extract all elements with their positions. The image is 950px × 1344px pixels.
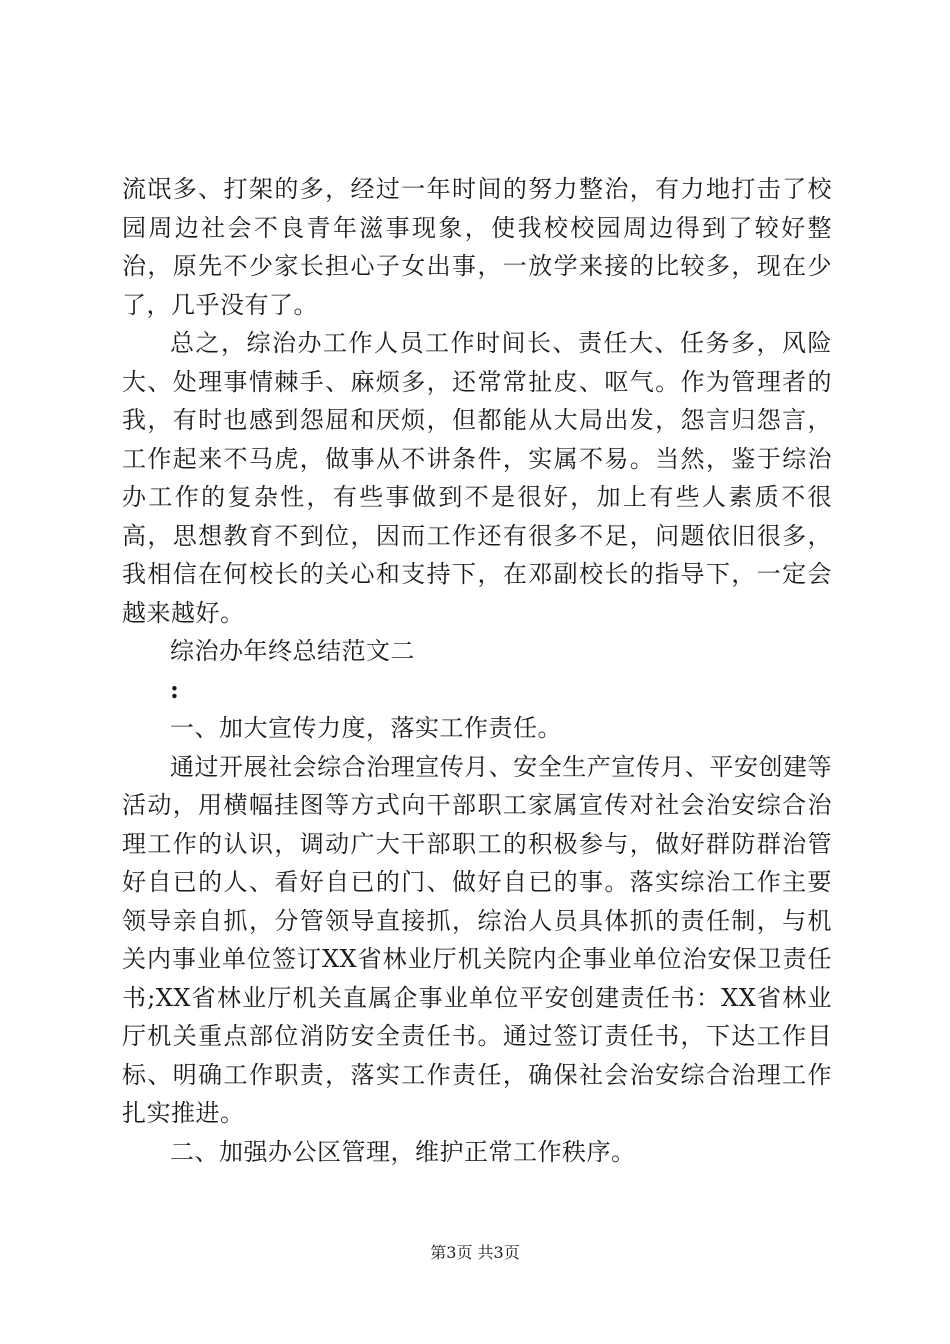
colon-line: : — [170, 674, 180, 704]
paragraph-1: 流氓多、打架的多，经过一年时间的努力整治，有力地打击了校园周边社会不良青年滋事现象，使我校校园周边得到了较好整治，原先不少家长担心子女出事，一放学来接的比较多，现在少了，几乎没有了。 — [122, 175, 832, 319]
paragraph-3: 通过开展社会综合治理宣传月、安全生产宣传月、平安创建等活动，用横幅挂图等方式向干部职工家属宣传对社会治安综合治理工作的认识，调动广大干部职工的积极参与，做好群防群治管好自已的人、看好自已的门、做好自已的事。落实综治工作主要领导亲自抓，分管领导直接抓，综治人员具体抓的责任制，与机关内事业单位签订XX省林业厅机关院内企事业单位治安保卫责任书;XX省林业厅机关直属企事业单位平安创建责任书：XX省林业厅机关重点部位消防安全责任书。通过签订责任书，下达工作目标、明确工作职责，落实工作责任，确保社会治安综合治理工作扎实推进。 — [122, 752, 832, 1127]
page-footer: 第3页 共3页 — [430, 1243, 520, 1262]
heading-two: 二、加强办公区管理，维护正常工作秩序。 — [170, 1137, 636, 1166]
paragraph-2: 总之，综治办工作人员工作时间长、责任大、任务多，风险大、处理事情棘手、麻烦多，还常常扯皮、呕气。作为管理者的我，有时也感到怨屈和厌烦，但都能从大局出发，怨言归怨言，工作起来不马虎，做事从不讲条件，实属不易。当然，鉴于综治办工作的复杂性，有些事做到不是很好，加上有些人素质不很高，思想教育不到位，因而工作还有很多不足，问题依旧很多，我相信在何校长的关心和支持下，在邓副校长的指导下，一定会越来越好。 — [122, 329, 832, 627]
document-body — [122, 170, 832, 1171]
heading-one: 一、加大宣传力度，落实工作责任。 — [170, 714, 562, 742]
section-title: 综治办年终总结范文二 — [170, 637, 415, 665]
